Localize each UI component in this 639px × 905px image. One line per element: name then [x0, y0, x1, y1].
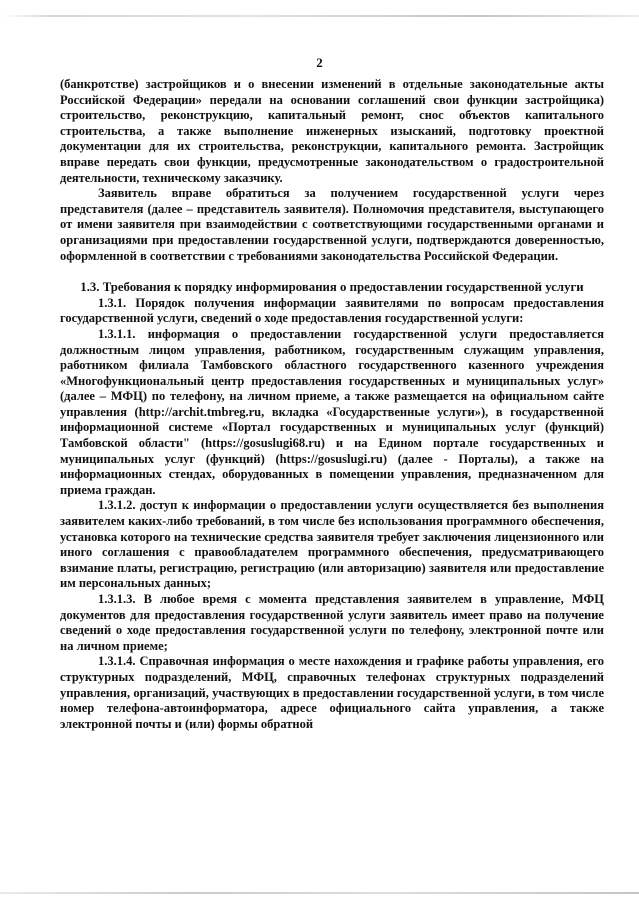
paragraph-1-3-1-1: 1.3.1.1. информация о предоставлении государственной услуги предоставляется должностным лицом управления, работником, государственным служащим управления, работником филиала Тамбовского областного государственного казенного учреждения «Многофункциональный центр предоставления государственных и муниципальных услуг» (далее – МФЦ) по телефону, на личном приеме, а также размещается на официальном сайте управления (http://archit.tmbreg.ru, вкладка «Государственные услуги»), в государственной информационной системе «Портал государственных и муниципальных услуг (функций) Тамбовской области" (https://gosuslugi68.ru) и на Едином портале государственных и муниципальных услуг (функций) (https://gosuslugi.ru) (далее - Порталы), а также на информационных стендах, оборудованных в помещении управления, предназначенном для приема граждан.: [60, 326, 604, 497]
paragraph-1-3-1: 1.3.1. Порядок получения информации заявителями по вопросам предоставления государственной услуги, сведений о ходе предоставления государственной услуги:: [60, 295, 604, 326]
scan-edge-bottom: [0, 892, 639, 894]
paragraph-developer-functions: (банкротстве) застройщиков и о внесении изменений в отдельные законодательные акты Российской Федерации» передали на основании соглашений свои функции застройщика) строительство, реконструкцию, капитальный ремонт, снос объектов капитального строительства, а также выполнение инженерных изысканий, подготовку проектной документации для их строительства, реконструкции, капитального ремонта. Застройщик вправе передать свои функции, предусмотренные законодательством о градостроительной деятельности, техническому заказчику.: [60, 77, 604, 185]
paragraph-1-3-1-4: 1.3.1.4. Справочная информация о месте нахождения и графике работы управления, его структурных подразделений, МФЦ, справочных телефонах структурных подразделений управления, организаций, участвующих в предоставлении государственной услуги, в том числе номер телефона-автоинформатора, адресе официального сайта управления, а также электронной почты и (или) формы обратной: [60, 654, 604, 731]
section-gap: [60, 264, 604, 280]
page-number: 2: [316, 55, 323, 70]
paragraph-1-3-1-3: 1.3.1.3. В любое время с момента представления заявителем в управление, МФЦ документов для предоставления государственной услуги заявитель имеет право на получение сведений о ходе предоставления государственной услуги по телефону, электронной почте или на личном приеме;: [60, 592, 604, 653]
document-body: [60, 77, 604, 732]
paragraph-1-3-1-2: 1.3.1.2. доступ к информации о предоставлении услуги осуществляется без выполнения заявителем каких-либо требований, в том числе без использования программного обеспечения, установка которого на технические средства заявителя требует заключения лицензионного или иного соглашения с правообладателем программного обеспечения, предусматривающего взимание платы, регистрацию, регистрацию (или авторизацию) заявителя или предоставление им персональных данных;: [60, 498, 604, 591]
paragraph-representative: Заявитель вправе обратиться за получением государственной услуги через представителя (далее – представитель заявителя). Полномочия представителя, выступающего от имени заявителя при взаимодействии с соответствующими государственными органами и организациями при предоставлении государственной услуги, подтверждаются доверенностью, оформленной в соответствии с требованиями законодательства Российской Федерации.: [60, 186, 604, 263]
scan-edge-top: [0, 15, 639, 17]
section-heading: 1.3. Требования к порядку информирования о предоставлении государственной услуги: [80, 280, 584, 295]
